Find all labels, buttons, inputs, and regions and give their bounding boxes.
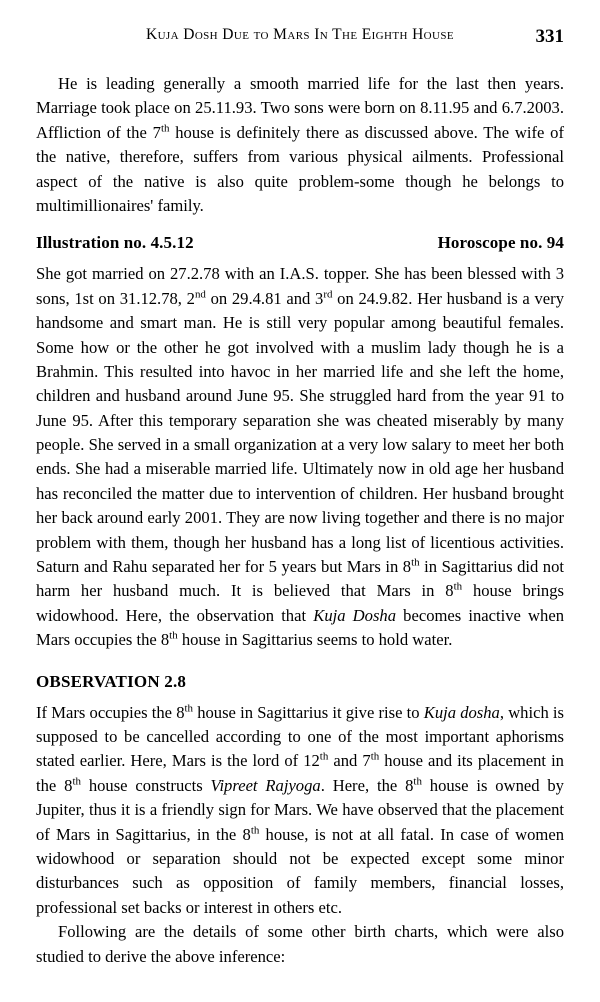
paragraph-2-text-e: house brings widowhood. Here, the observation that [36,581,564,625]
paragraph-2-text-c: on 24.9.82. Her husband is a very handsome and smart man. He is still very popular among beautiful females. Some how or the other he got involved with a muslim lady though he is a Brahmin. This resulted into havoc in her married life and she left the home, children and husband around June 95. She struggled hard from the year 91 to June 95. After this temporary separation she was cheated miserably by many people. She served in a small organization at a very low salary to meet her both ends. She had a miserable married life. Ultimately now in old age her husband has reconciled the matter due to intervention of children. Her husband brought her back around early 2001. They are now living together and there is no major problem with them, though her husband has a long list of licentious activities. Saturn and Rahu separated her for 5 years but Mars in 8 [36,288,564,577]
illustration-heading-row [36,233,564,253]
page-number: 331 [535,26,564,47]
ordinal-suffix: th [72,775,81,788]
ordinal-suffix: th [319,750,329,763]
paragraph-1-text-a: He is leading generally a smooth married life for the last then years. Marriage took place on 25.11.93. Two sons were born on 8.11.95 and 6.7.2003. Affliction of the 7 [36,74,564,142]
ordinal-suffix: th [413,775,422,788]
paragraph-2-text-d: in Sagittarius did not harm her husband much. It is believed that Mars in 8 [36,557,564,601]
paragraph-1 [36,72,564,218]
ordinal-suffix: th [250,824,260,837]
paragraph-3 [36,701,564,921]
ordinal-suffix: nd [194,288,206,301]
paragraph-3-text-e: house and its placement in the 8 [36,751,564,795]
paragraph-2-text-g: house in Sagittarius seems to hold water. [177,630,453,650]
paragraph-1-text-b: house is definitely there as discussed above. The wife of the native, therefore, suffers from various physical ailments. Professional aspect of the native is also quite problem-some though he belongs to multimillionaires' family. [36,122,564,215]
page-header [36,26,564,56]
running-head: Kuja Dosh Due to Mars In The Eighth House [145,26,455,43]
paragraph-3-text-h: house is owned by Jupiter, thus it is a friendly sign for Mars. We have observed that the placement of Mars in Sagittarius, in the 8 [36,775,564,844]
illustration-label: Illustration no. 4.5.12 [36,233,194,253]
horoscope-label: Horoscope no. 94 [437,233,564,253]
paragraph-3-text-f: house constructs [80,775,211,795]
term-kuja-dosha: Kuja dosha [423,702,500,722]
paragraph-3-text-b: house in Sagittarius it give rise to [193,702,424,722]
ordinal-suffix: rd [323,288,333,301]
paragraph-4: Following are the details of some other birth charts, which were also studied to derive the above inference: [36,922,564,966]
ordinal-suffix: th [169,629,178,642]
paragraph-3-text-c: , which is supposed to be cancelled according to one of the most important aphorisms stated earlier. Here, Mars is the lord of 12 [36,702,564,771]
paragraph-3-text-g: . Here, the 8 [320,775,414,795]
paragraph-2 [36,262,564,652]
paragraph-2-text-f: becomes inactive when Mars occupies the 8 [36,605,564,650]
ordinal-suffix: th [453,580,463,593]
ordinal-suffix: th [370,750,380,763]
ordinal-suffix: th [411,556,420,569]
paragraph-3-text-a: If Mars occupies the 8 [36,702,185,722]
observation-heading: OBSERVATION 2.8 [36,671,187,691]
ordinal-suffix: th [184,702,194,715]
term-vipreet-rajyoga: Vipreet Rajyoga [210,775,321,795]
term-kuja-dosha: Kuja Dosha [313,605,397,625]
paragraph-2-text-a: She got married on 27.2.78 with an I.A.S. topper. She has been blessed with 3 sons, 1st on 31.12.78, 2 [36,264,564,308]
ordinal-suffix: th [160,122,170,135]
paragraph-2-text-b: on 29.4.81 and 3 [205,288,324,308]
paragraph-3-text-i: house, is not at all fatal. In case of women widowhood or separation should not be expected except some minor disturbances such as opposition of family members, financial losses, professional set backs or interest in others etc. [36,824,564,917]
paragraph-3-text-d: and 7 [328,751,371,771]
